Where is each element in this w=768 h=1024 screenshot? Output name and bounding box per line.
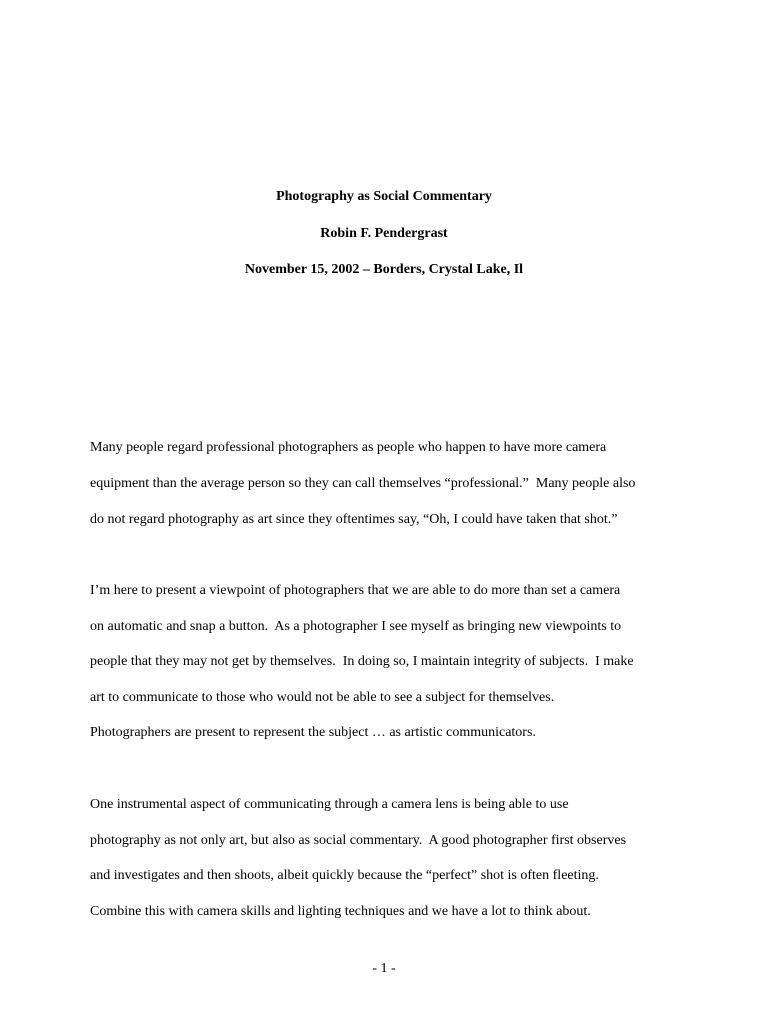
paragraph-line: photography as not only art, but also as social commentary. A good photographer first observes	[90, 833, 627, 848]
document-title: Photography as Social Commentary	[276, 189, 492, 204]
paragraph-line: equipment than the average person so they can call themselves “professional.” Many people also	[90, 476, 636, 491]
paragraph-line: I’m here to present a viewpoint of photographers that we are able to do more than set a camera	[90, 583, 621, 598]
paragraph-line: Photographers are present to represent the subject … as artistic communicators.	[90, 725, 536, 740]
author-name: Robin F. Pendergrast	[320, 226, 448, 241]
event-date-location: November 15, 2002 – Borders, Crystal Lake, Il	[244, 262, 524, 277]
page-number: - 1 -	[372, 961, 396, 976]
paragraph-line: people that they may not get by themselves. In doing so, I maintain integrity of subjects. I make	[90, 654, 634, 669]
paragraph-line: on automatic and snap a button. As a photographer I see myself as bringing new viewpoints to	[90, 619, 622, 634]
paragraph-line: Many people regard professional photographers as people who happen to have more camera	[90, 440, 607, 455]
paragraph-line: One instrumental aspect of communicating through a camera lens is being able to use	[90, 797, 569, 812]
paragraph-line: art to communicate to those who would not be able to see a subject for themselves.	[90, 690, 555, 705]
paragraph-line: and investigates and then shoots, albeit quickly because the “perfect” shot is often fleeting.	[90, 868, 599, 883]
paragraph-line: do not regard photography as art since they oftentimes say, “Oh, I could have taken that shot.”	[90, 512, 618, 527]
paragraph-line: Combine this with camera skills and lighting techniques and we have a lot to think about.	[90, 904, 591, 919]
